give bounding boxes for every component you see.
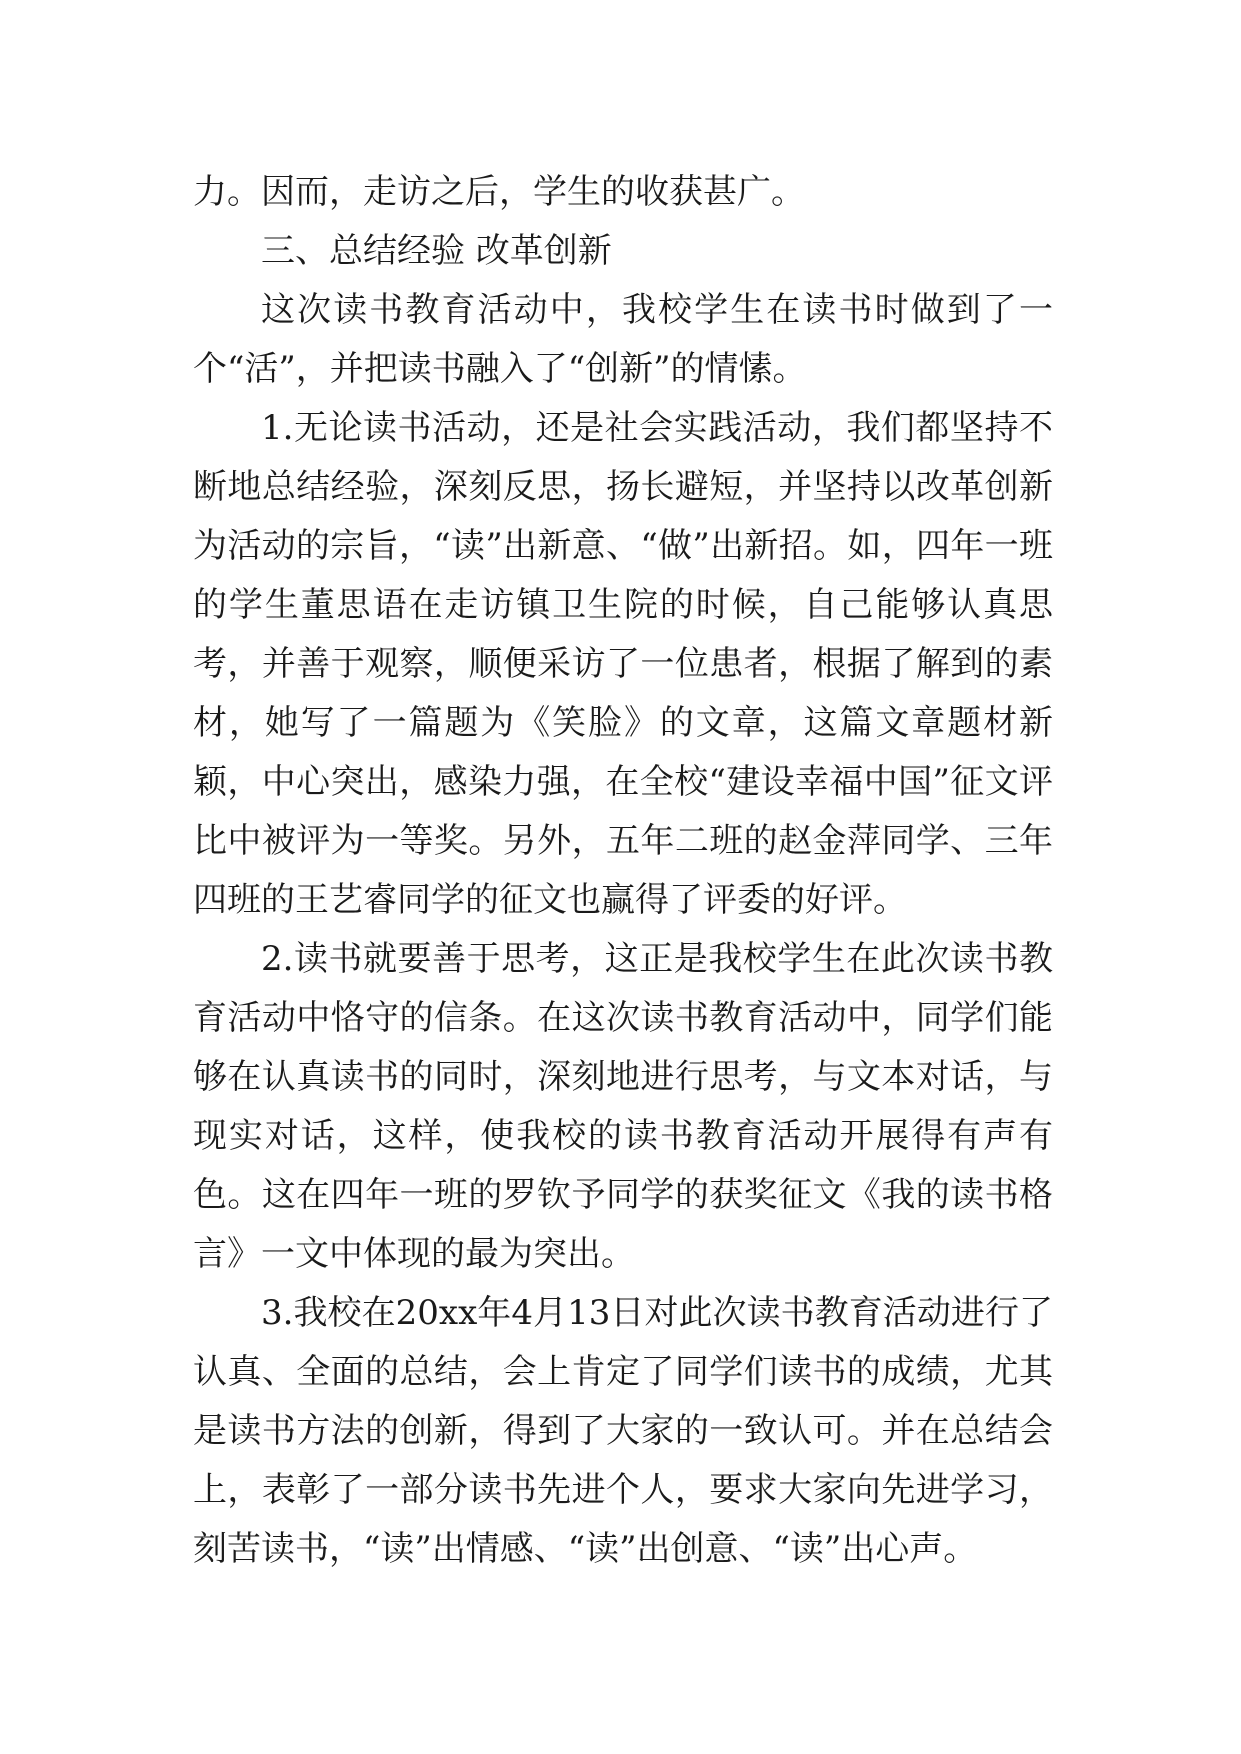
paragraph-intro: 这次读书教育活动中，我校学生在读书时做到了一个“活”，并把读书融入了“创新”的情愫。 bbox=[193, 290, 1053, 389]
paragraph-item-1: 1.无论读书活动，还是社会实践活动，我们都坚持不断地总结经验，深刻反思，扬长避短，并坚持以改革创新为活动的宗旨，“读”出新意、“做”出新招。如，四年一班的学生董思语在走访镇卫生院的时候，自己能够认真思考，并善于观察，顺便采访了一位患者，根据了解到的素材，她写了一篇题为《笑脸》的文章，这篇文章题材新颖，中心突出，感染力强，在全校“建设幸福中国”征文评比中被评为一等奖。另外，五年二班的赵金萍同学、三年四班的王艺睿同学的征文也赢得了评委的好评。 bbox=[193, 408, 1053, 920]
paragraph-item-2: 2.读书就要善于思考，这正是我校学生在此次读书教育活动中恪守的信条。在这次读书教育活动中，同学们能够在认真读书的同时，深刻地进行思考，与文本对话，与现实对话，这样，使我校的读书教育活动开展得有声有色。这在四年一班的罗钦予同学的获奖征文《我的读书格言》一文中体现的最为突出。 bbox=[193, 939, 1053, 1274]
document-body bbox=[193, 163, 1053, 1579]
paragraph-item-3: 3.我校在20xx年4月13日对此次读书教育活动进行了认真、全面的总结，会上肯定了同学们读书的成绩，尤其是读书方法的创新，得到了大家的一致认可。并在总结会上，表彰了一部分读书先进个人，要求大家向先进学习，刻苦读书，“读”出情感、“读”出创意、“读”出心声。 bbox=[193, 1293, 1053, 1569]
paragraph-continuation: 力。因而，走访之后，学生的收获甚广。 bbox=[193, 172, 805, 212]
section-heading: 三、总结经验 改革创新 bbox=[261, 231, 612, 271]
